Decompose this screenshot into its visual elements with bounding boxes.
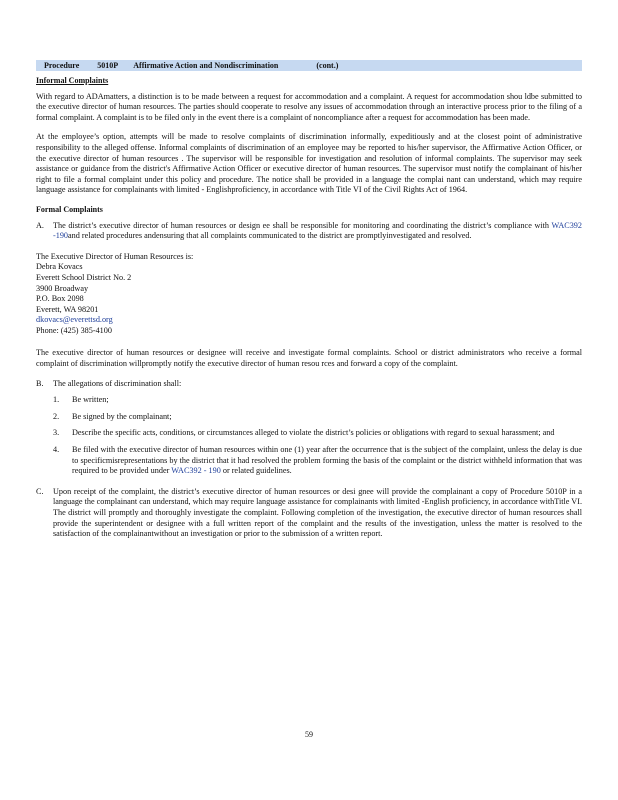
list-item-a-text: [53, 221, 582, 242]
list-item-b: [36, 379, 582, 390]
item-a-text-before: The district’s executive director of human resources or design ee shall be responsible for monitoring and coordinating the district’s compliance with: [53, 220, 550, 230]
contact-address-block: [36, 252, 582, 337]
address-intro: The Executive Director of Human Resources is:: [36, 251, 194, 261]
procedure-title: Affirmative Action and Nondiscrimination: [133, 61, 279, 70]
sub-list-marker: 1.: [53, 395, 60, 405]
list-item-b-text: The allegations of discrimination shall:: [53, 378, 182, 388]
contact-name: Debra Kovacs: [36, 262, 83, 272]
list-item-c: [36, 487, 582, 540]
formal-complaints-heading: Formal Complaints: [36, 204, 103, 214]
contact-phone: Phone: (425) 385-4100: [36, 325, 112, 335]
list-marker: A.: [36, 220, 44, 230]
list-marker: C.: [36, 486, 44, 496]
procedure-number: 5010P: [97, 61, 118, 70]
sub-list-marker: 2.: [53, 411, 60, 421]
sub-list-text: Be signed by the complainant;: [72, 411, 172, 421]
informal-complaints-heading: Informal Complaints: [36, 76, 109, 85]
sub-item-4-text-before: Be filed with the executive director of human resources within one (1) year after the occurrence that is the subject of the complaint, unless the delay is due to specificmisrepresentations by the district that it had resolved the problem forming the basis of the complaint or the district withheld information that was required to be provided under: [72, 445, 582, 476]
sub-list-text: Describe the specific acts, conditions, or circumstances alleged to violate the district’s policies or obligations with regard to sexual harassment; and: [72, 428, 555, 438]
sub-list-marker: 4.: [53, 445, 60, 455]
allegations-sub-list: [53, 395, 582, 477]
informal-paragraph-2: At the employee’s option, attempts will be made to resolve complaints of discrimination informally, expeditiously and at the closest point of administrative responsibility to the alleged offense. Informal complaints of discrimination of an employee may be reported to his/her supervisor, the Affirmative Action Officer, or the executive director of human resources . The supervisor will be responsible for investigation and resolution of informal complaints. The supervisor may seek assistance or guidance from the district's Affirmative Action Officer or executive director of human resources. The supervisor must notify the complainant of his/her right to file a formal complaint under this policy and procedure. The notice shall be provided in a language the complai nant can understand, which may require language assistance for complainants with limited - Englishproficiency, in accordance with Title VI of the Civil Rights Act of 1964.: [36, 132, 582, 195]
sub-item-4-text-after: or related guidelines.: [222, 466, 292, 476]
sub-list-item: [53, 445, 582, 477]
document-page: [36, 60, 582, 546]
sub-list-item: [53, 395, 582, 406]
formal-paragraph-3: The executive director of human resources or designee will receive and investigate formal complaints. School or district administrators who receive a formal complaint of discrimination willpromptly notify the executive director of human resou rces and forward a copy of the complaint.: [36, 348, 582, 369]
wac-link[interactable]: WAC392 - 190: [171, 466, 221, 476]
contact-street: 3900 Broadway: [36, 283, 89, 293]
procedure-cont: (cont.): [316, 61, 339, 70]
sub-list-marker: 3.: [53, 428, 60, 438]
contact-email-link[interactable]: dkovacs@everettsd.org: [36, 315, 113, 325]
contact-city: Everett, WA 98201: [36, 304, 99, 314]
list-item-a: [36, 221, 582, 242]
item-a-text-after: and related procedures andensuring that all complaints communicated to the district are promptlyinvestigated and resolved.: [68, 231, 472, 241]
sub-list-item: [53, 412, 582, 423]
sub-list-text: [72, 445, 582, 477]
procedure-label: Procedure: [44, 61, 80, 70]
wac-link[interactable]: WAC392 -190: [53, 220, 582, 241]
page-number: 59: [305, 730, 313, 739]
contact-pobox: P.O. Box 2098: [36, 294, 84, 304]
informal-paragraph-1: With regard to ADAmatters, a distinction is to be made between a request for accommodation and a complaint. A request for accommodation shou ldbe submitted to the executive director of human resources. The parties should cooperate to resolve any issues of accommodation through an interactive process prior to the filing of a formal complaint. A complaint is to be filed only in the event there is a complaint of noncompliance after a request for accommodation has been made.: [36, 91, 582, 122]
contact-org: Everett School District No. 2: [36, 272, 132, 282]
sub-list-text: Be written;: [72, 395, 109, 405]
list-item-c-text: Upon receipt of the complaint, the district’s executive director of human resources or desi gnee will provide the complainant a copy of Procedure 5010P in a language the complainant can understand, which may require language assistance for complainants with limited -English proficiency, in accordance withTitle VI. The district will promptly and thoroughly investigate the complaint. Following completion of the investigation, the executive director of human resources shall provide the superintendent or designee with a full written report of the complaint and the results of the investigation, unless the matter is resolved to the satisfaction of the complainantwithout an investigation or prior to the submission of a written report.: [53, 486, 582, 539]
sub-list-item: [53, 428, 582, 439]
list-marker: B.: [36, 378, 44, 388]
procedure-header-bar: [36, 60, 582, 71]
